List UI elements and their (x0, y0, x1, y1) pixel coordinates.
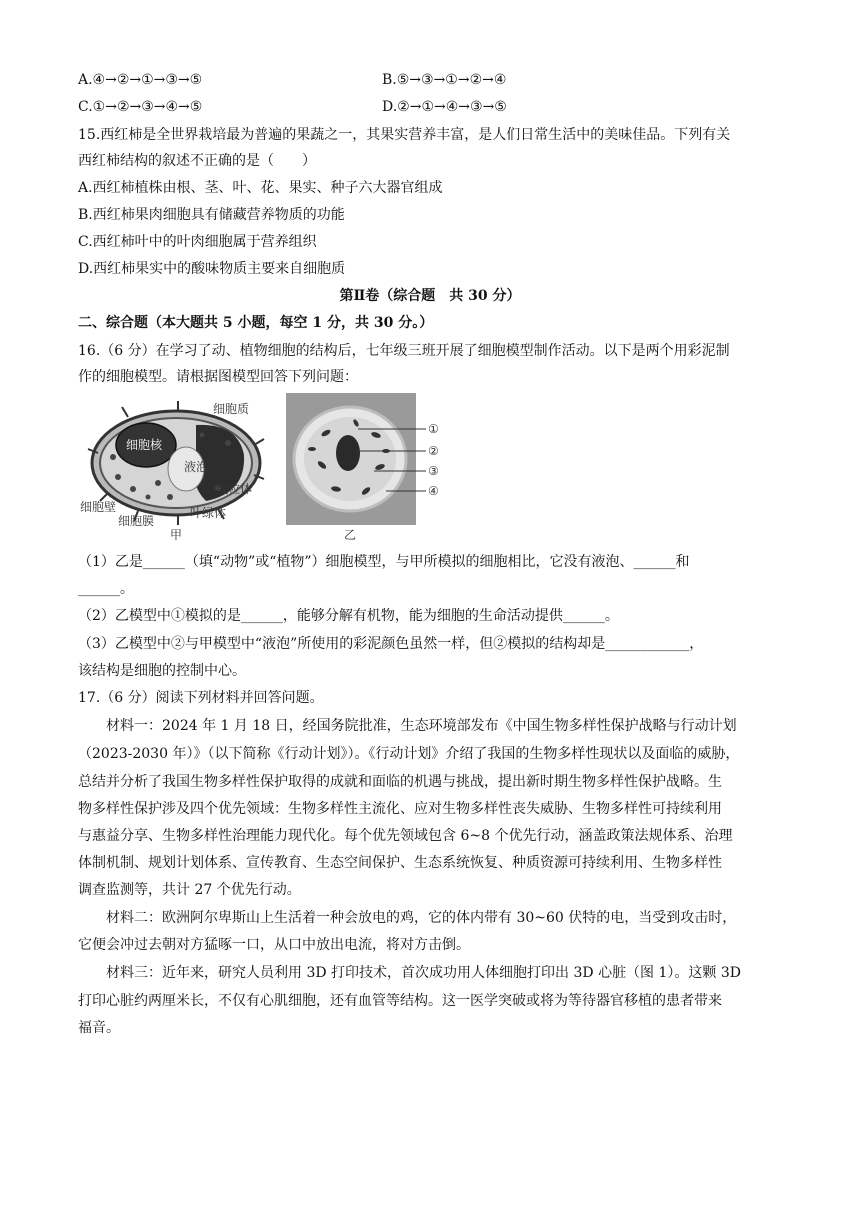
caption-yi: 乙 (344, 528, 357, 542)
label-cytoplasm: 细胞质 (213, 402, 250, 416)
label-cell-wall: 细胞壁 (80, 500, 117, 514)
section-heading: 二、综合题（本大题共 5 小题，每空 1 分，共 30 分。） (78, 315, 434, 331)
q14-option-a[interactable]: A.④→②→①→③→⑤ (78, 72, 203, 88)
material-1-line: 调查监测等，共计 27 个优先行动。 (78, 882, 301, 898)
q15-option-c[interactable]: C.西红柿叶中的叶肉细胞属于营养组织 (78, 234, 317, 250)
marker-3: ③ (428, 464, 439, 478)
q16-stem-line1: 16.（6 分）在学习了动、植物细胞的结构后，七年级三班开展了细胞模型制作活动。以下是两个用彩泥制 (78, 343, 730, 359)
q15-option-a[interactable]: A.西红柿植株由根、茎、叶、花、果实、种子六大器官组成 (78, 180, 443, 196)
q15-option-b[interactable]: B.西红柿果肉细胞具有储藏营养物质的功能 (78, 207, 345, 223)
q16-sub3-line2: 该结构是细胞的控制中心。 (78, 663, 246, 679)
material-1-line: （2023-2030 年）》（以下简称《行动计划》）。《行动计划》介绍了我国的生物多样性现状以及面临的威胁， (78, 746, 740, 762)
material-3-line: 材料三：近年来，研究人员利用 3D 打印技术，首次成功用人体细胞打印出 3D 心脏（图 1）。这颗 3D (106, 965, 742, 981)
marker-2: ② (428, 444, 439, 458)
label-mitochondria: 线粒体 (216, 482, 253, 496)
marker-4: ④ (428, 484, 439, 498)
marker-1: ① (428, 422, 439, 436)
material-3-line: 福音。 (78, 1020, 120, 1036)
q16-sub3-line1: （3）乙模型中②与甲模型中“液泡”所使用的彩泥颜色虽然一样，但②模拟的结构却是____________， (78, 636, 704, 652)
label-cell-membrane: 细胞膜 (118, 514, 155, 528)
q15-stem-line1: 15.西红柿是全世界栽培最为普遍的果蔬之一，其果实营养丰富，是人们日常生活中的美味佳品。下列有关 (78, 127, 731, 143)
label-chloroplast: 叶绿体 (190, 506, 227, 520)
caption-jia: 甲 (170, 528, 183, 542)
q16-sub1-line1: （1）乙是______（填“动物”或“植物”）细胞模型，与甲所模拟的细胞相比，它没有液泡、______和 (78, 554, 690, 570)
volume-title: 第Ⅱ卷（综合题 共 30 分） (339, 288, 521, 304)
q14-option-c[interactable]: C.①→②→③→④→⑤ (78, 99, 203, 115)
q16-sub2: （2）乙模型中①模拟的是______，能够分解有机物，能为细胞的生命活动提供______。 (78, 608, 619, 624)
q15-stem-line2: 西红柿结构的叙述不正确的是（ ） (78, 153, 316, 169)
figure-plant-cell-model (78, 393, 268, 543)
q16-stem-line2: 作的细胞模型。请根据图模型回答下列问题： (78, 369, 358, 385)
figure-animal-cell-model (286, 393, 446, 543)
material-1-line: 物多样性保护涉及四个优先领域：生物多样性主流化、应对生物多样性丧失威胁、生物多样性可持续利用 (78, 801, 722, 817)
q14-option-d[interactable]: D.②→①→④→③→⑤ (382, 99, 507, 115)
material-2-line: 它便会冲过去朝对方猛啄一口，从口中放出电流，将对方击倒。 (78, 937, 470, 953)
material-1-line: 材料一：2024 年 1 月 18 日，经国务院批准，生态环境部发布《中国生物多样性保护战略与行动计划 (106, 718, 737, 734)
q14-option-b[interactable]: B.⑤→③→①→②→④ (382, 72, 507, 88)
material-3-line: 打印心脏约两厘米长，不仅有心肌细胞，还有血管等结构。这一医学突破或将为等待器官移植的患者带来 (78, 993, 722, 1009)
material-2-line: 材料二：欧洲阿尔卑斯山上生活着一种会放电的鸡，它的体内带有 30~60 伏特的电，当受到攻击时， (106, 910, 737, 926)
material-1-line: 体制机制、规划计划体系、宣传教育、生态空间保护、生态系统恢复、种质资源可持续利用、生物多样性 (78, 855, 722, 871)
q16-sub1-line2: ______。 (78, 581, 134, 597)
label-vacuole: 液泡 (184, 460, 209, 474)
material-1-line: 与惠益分享、生物多样性治理能力现代化。每个优先领域包含 6~8 个优先行动，涵盖政策法规体系、治理 (78, 828, 733, 844)
q17-stem: 17.（6 分）阅读下列材料并回答问题。 (78, 690, 324, 706)
label-nucleus: 细胞核 (126, 438, 163, 452)
material-1-line: 总结并分析了我国生物多样性保护取得的成就和面临的机遇与挑战，提出新时期生物多样性保护战略。生 (78, 774, 722, 790)
q15-option-d[interactable]: D.西红柿果实中的酸味物质主要来自细胞质 (78, 261, 346, 277)
